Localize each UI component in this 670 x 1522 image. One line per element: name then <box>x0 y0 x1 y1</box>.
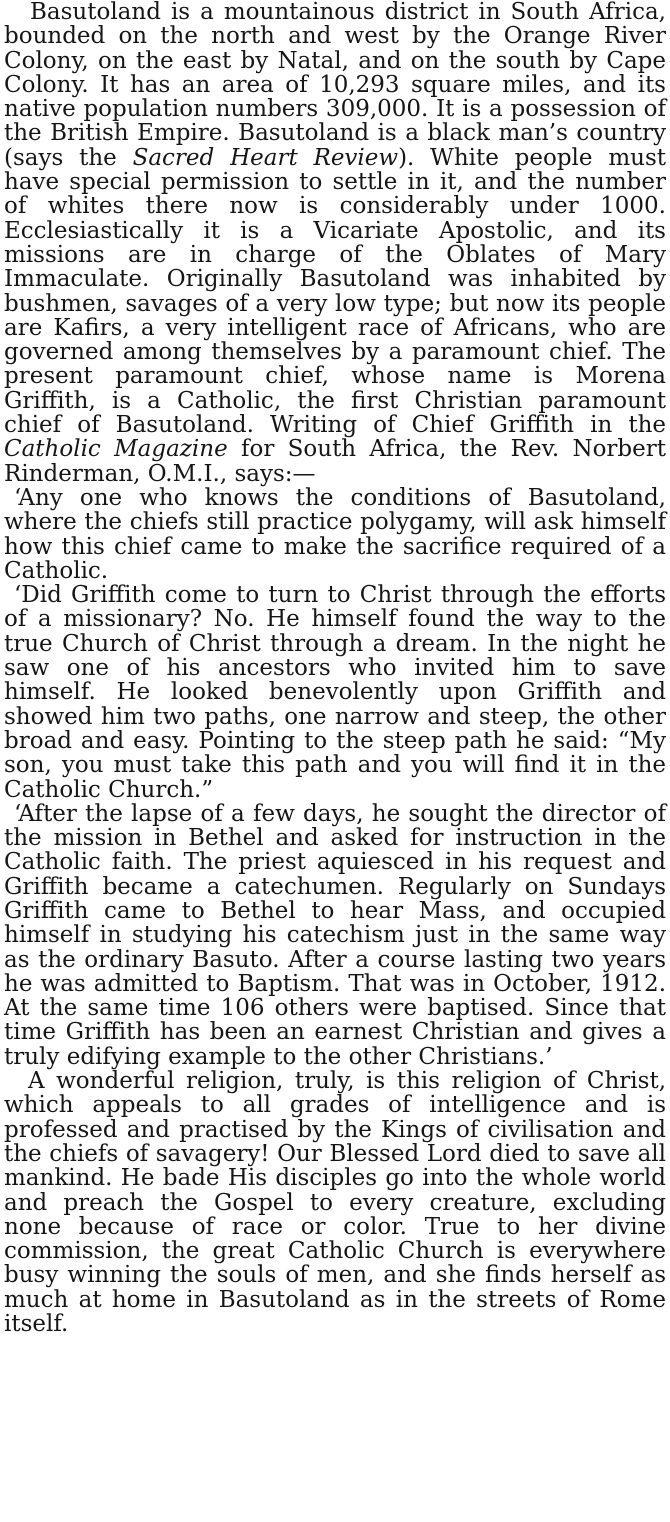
intro-text-b: ). White people must have special permission to settle in it, and the number of whites there now is considerably under 1000. Ecclesiastically it is a Vicariate Apostolic, and its missions are in charge of the Oblates of Mary Immaculate. Originally Basutoland was inhabited by bushmen, savages of a very low type; but now its people are Kafirs, a very intelligent race of Africans, who are governed among themselves by a paramount chief. The present paramount chief, whose name is Morena Griffith, is a Catholic, the first Christian paramount chief of Basutoland. Writing of Chief Griffith in the <box>4 144 666 439</box>
intro-text-c: for South Africa, the Rev. Norbert Rinderman, O.M.I., says:— <box>4 436 666 487</box>
publication-title-catholic-magazine: Catholic Magazine <box>4 436 228 463</box>
paragraph-quote-dream: ‘Did Griffith come to turn to Christ through the efforts of a missionary? No. He himself found the way to the true Church of Christ through a dream. In the night he saw one of his ancestors who invited him to save himself. He looked benevolently upon Griffith and showed him two paths, one narrow and steep, the other broad and easy. Pointing to the steep path he said: “My son, you must take this path and you will find it in the Catholic Church.” <box>4 582 666 803</box>
paragraph-quote-baptism: ‘After the lapse of a few days, he sought the director of the mission in Bethel and asked for instruction in the Catholic faith. The priest aquiesced in his request and Griffith became a catechumen. Regularly on Sundays Griffith came to Bethel to hear Mass, and occupied himself in studying his catechism just in the same way as the ordinary Basuto. After a course lasting two years he was admitted to Baptism. That was in October, 1912. At the same time 106 others were baptised. Since that time Griffith has been an earnest Christian and gives a truly edifying example to the other Christians.’ <box>4 800 666 1070</box>
publication-title-sacred-heart-review: Sacred Heart Review <box>132 144 399 171</box>
paragraph-conclusion: A wonderful religion, truly, is this religion of Christ, which appeals to all grades of intelligence and is professed and practised by the Kings of civilisation and the chiefs of savagery! Our Blessed Lord died to save all mankind. He bade His disciples go into the whole world and preach the Gospel to every creature, excluding none because of race or color. True to her divine commission, the great Catholic Church is everywhere busy winning the souls of men, and she finds herself as much at home in Basutoland as in the streets of Rome itself. <box>4 1068 666 1338</box>
paragraph-intro <box>4 0 666 486</box>
intro-text-a: Basutoland is a mountainous district in South Africa, bounded on the north and west by the Orange River Colony, on the east by Natal, and on the south by Cape Colony. It has an area of 10,293 square miles, and its native population numbers 309,000. It is a possession of the British Empire. Basutoland is a black man’s country (says the <box>4 0 666 171</box>
paragraph-quote-conditions: ‘Any one who knows the conditions of Basutoland, where the chiefs still practice polygamy, will ask himself how this chief came to make the sacrifice required of a Catholic. <box>4 484 666 584</box>
